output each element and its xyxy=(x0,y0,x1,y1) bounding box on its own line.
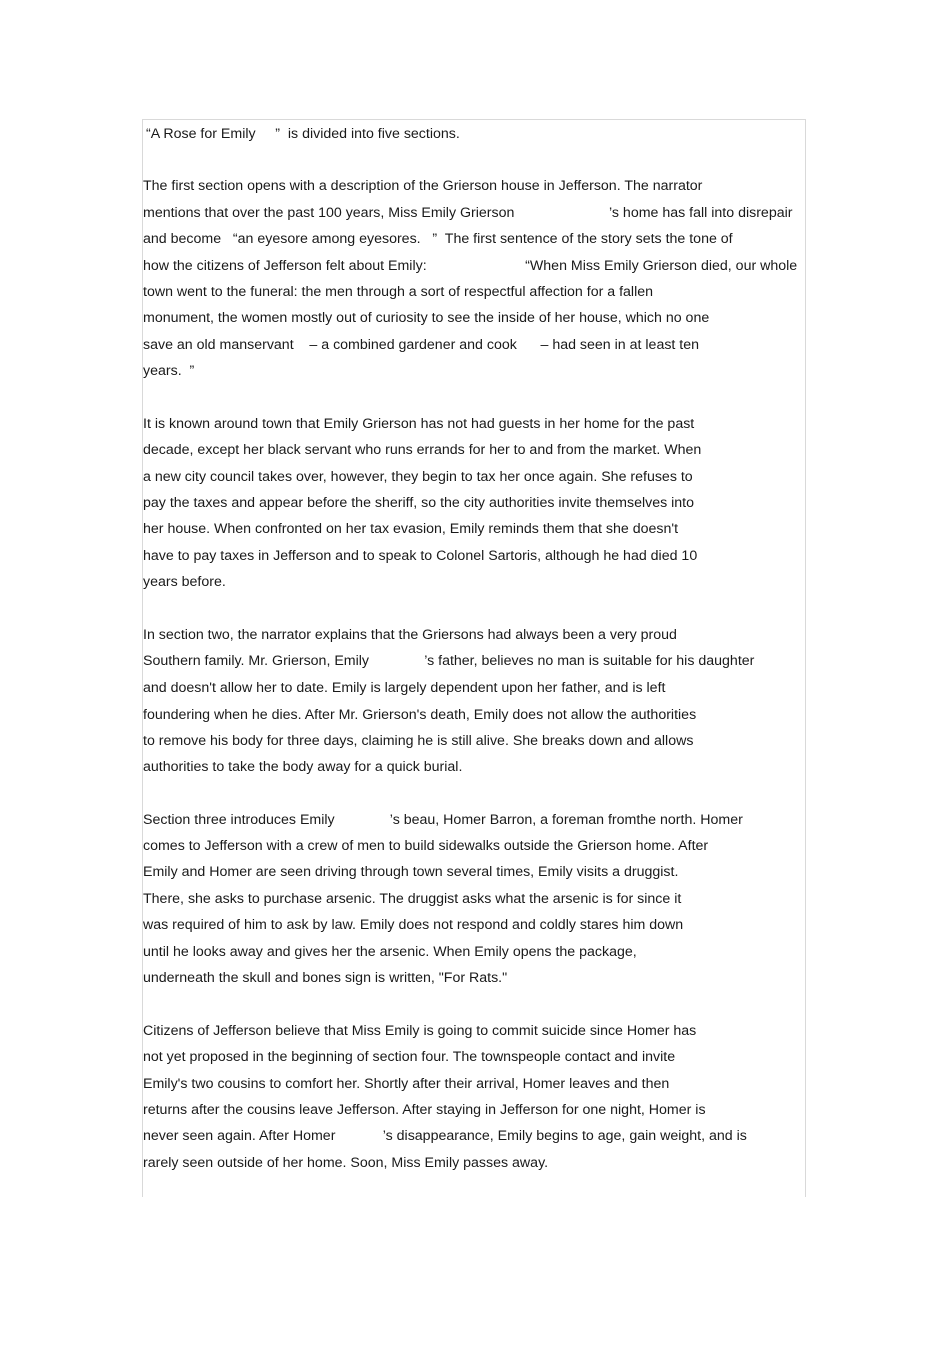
text-line: foundering when he dies. After Mr. Grierson's death, Emily does not allow the authorities xyxy=(143,707,697,723)
text-line: decade, except her black servant who runs errands for her to and from the market. When xyxy=(143,442,702,458)
text-line: “A Rose for Emily ” is divided into five sections. xyxy=(146,126,460,142)
text-line: Emily and Homer are seen driving through town several times, Emily visits a druggist. xyxy=(143,864,679,880)
text-line: until he looks away and gives her the arsenic. When Emily opens the package, xyxy=(143,944,637,960)
text-line: returns after the cousins leave Jefferson. After staying in Jefferson for one night, Homer is xyxy=(143,1102,706,1118)
text-line: was required of him to ask by law. Emily does not respond and coldly stares him down xyxy=(143,917,684,933)
text-line: Section three introduces Emily ’s beau, Homer Barron, a foreman fromthe north. Homer xyxy=(143,812,743,828)
text-line: have to pay taxes in Jefferson and to speak to Colonel Sartoris, although he had died 10 xyxy=(143,548,698,564)
text-line: town went to the funeral: the men through a sort of respectful affection for a fallen xyxy=(143,284,654,300)
text-line: Emily's two cousins to comfort her. Shortly after their arrival, Homer leaves and then xyxy=(143,1076,670,1092)
text-line: pay the taxes and appear before the sheriff, so the city authorities invite themselves into xyxy=(143,495,695,511)
text-line: mentions that over the past 100 years, Miss Emily Grierson ’s home has fall into disrepair xyxy=(143,205,793,221)
text-line: and become “an eyesore among eyesores. ” The first sentence of the story sets the tone of xyxy=(143,231,733,247)
text-line: In section two, the narrator explains that the Griersons had always been a very proud xyxy=(143,627,677,643)
text-line: never seen again. After Homer ’s disappearance, Emily begins to age, gain weight, and is xyxy=(143,1128,747,1144)
text-line: rarely seen outside of her home. Soon, Miss Emily passes away. xyxy=(143,1155,549,1171)
text-line: not yet proposed in the beginning of section four. The townspeople contact and invite xyxy=(143,1049,676,1065)
text-line: a new city council takes over, however, they begin to tax her once again. She refuses to xyxy=(143,469,693,485)
text-line: and doesn't allow her to date. Emily is largely dependent upon her father, and is left xyxy=(143,680,666,696)
text-line: her house. When confronted on her tax evasion, Emily reminds them that she doesn't xyxy=(143,521,679,537)
text-line: authorities to take the body away for a quick burial. xyxy=(143,759,463,775)
text-line: It is known around town that Emily Grierson has not had guests in her home for the past xyxy=(143,416,695,432)
text-line: to remove his body for three days, claiming he is still alive. She breaks down and allows xyxy=(143,733,694,749)
text-line: how the citizens of Jefferson felt about Emily: “When Miss Emily Grierson died, our whole xyxy=(143,258,798,274)
text-line: underneath the skull and bones sign is written, "For Rats." xyxy=(143,970,508,986)
text-line: Citizens of Jefferson believe that Miss Emily is going to commit suicide since Homer has xyxy=(143,1023,697,1039)
text-line: There, she asks to purchase arsenic. The druggist asks what the arsenic is for since it xyxy=(143,891,682,907)
text-line: years before. xyxy=(143,574,226,590)
text-line: Southern family. Mr. Grierson, Emily ’s father, believes no man is suitable for his daughter xyxy=(143,653,755,669)
text-line: The first section opens with a description of the Grierson house in Jefferson. The narrator xyxy=(143,178,703,194)
text-line: monument, the women mostly out of curiosity to see the inside of her house, which no one xyxy=(143,310,710,326)
text-line: save an old manservant – a combined gardener and cook – had seen in at least ten xyxy=(143,337,700,353)
text-line: comes to Jefferson with a crew of men to build sidewalks outside the Grierson home. After xyxy=(143,838,709,854)
text-line: years. ” xyxy=(143,363,195,379)
